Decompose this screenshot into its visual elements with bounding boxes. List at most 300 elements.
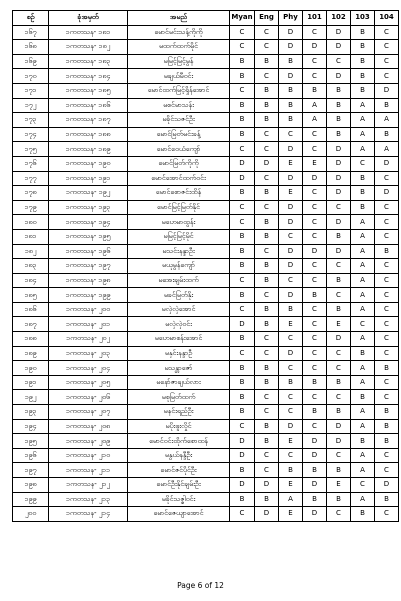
roll-number-cell: ၁ကတသန- ၁၉၂ — [49, 186, 128, 201]
phy-grade: C — [279, 390, 303, 405]
myan-grade: C — [230, 419, 255, 434]
grade-102: B — [327, 302, 351, 317]
grade-102: D — [327, 434, 351, 449]
grade-102: C — [327, 259, 351, 274]
name-cell: မလှဲလှဲအောင် — [128, 302, 230, 317]
grade-102: C — [327, 507, 351, 522]
results-table — [12, 10, 399, 522]
roll-number-cell: ၁ကတသန- ၂၁၄ — [49, 507, 128, 522]
grade-104: B — [375, 127, 399, 142]
grade-102: D — [327, 215, 351, 230]
roll-number-cell: ၁ကတသန- ၂၀၇ — [49, 405, 128, 420]
roll-number-cell: ၁ကတသန- ၁၉၆ — [49, 244, 128, 259]
grade-104: C — [375, 390, 399, 405]
name-cell: မယုမွန်ကျော် — [128, 259, 230, 274]
roll-number-cell: ၁ကတသန- ၁၈၃ — [49, 54, 128, 69]
grade-101: C — [303, 229, 327, 244]
grade-104: B — [375, 361, 399, 376]
grade-101: C — [303, 25, 327, 40]
name-cell: မောင်မြတ်မင်းခန့် — [128, 127, 230, 142]
table-row — [13, 200, 399, 215]
grade-101: B — [303, 492, 327, 507]
roll-number-cell: ၁ကတသန- ၂၀၂ — [49, 332, 128, 347]
grade-101: D — [303, 478, 327, 493]
grade-102: C — [327, 200, 351, 215]
myan-grade: C — [230, 83, 255, 98]
serial-cell: ၁၉၂ — [13, 390, 49, 405]
roll-number-cell: ၁ကတသန- ၁၈၈ — [49, 127, 128, 142]
name-cell: မောင်ဝေယံကျော် — [128, 142, 230, 157]
phy-grade: B — [279, 83, 303, 98]
phy-grade: D — [279, 142, 303, 157]
grade-102: D — [327, 156, 351, 171]
table-row — [13, 448, 399, 463]
grade-102: B — [327, 375, 351, 390]
serial-cell: ၁၈၂ — [13, 244, 49, 259]
myan-grade: B — [230, 69, 255, 84]
serial-cell: ၁၉၈ — [13, 478, 49, 493]
table-row — [13, 507, 399, 522]
roll-number-cell: ၁ကတသန- ၂၀၃ — [49, 346, 128, 361]
header-103: 103 — [351, 11, 375, 26]
grade-103: A — [351, 332, 375, 347]
name-cell: မောင်ဝင်းထိုက်စောထန် — [128, 434, 230, 449]
roll-number-cell: ၁ကတသန- ၂၁၁ — [49, 463, 128, 478]
table-row — [13, 229, 399, 244]
eng-grade: B — [255, 113, 279, 128]
roll-number-cell: ၁ကတသန- ၁၉၀ — [49, 156, 128, 171]
name-cell: မောင်မင်းသန့်ကိုကို — [128, 25, 230, 40]
grade-104: B — [375, 98, 399, 113]
grade-103: C — [351, 156, 375, 171]
table-row — [13, 405, 399, 420]
grade-103: A — [351, 113, 375, 128]
grade-102: D — [327, 332, 351, 347]
grade-104: C — [375, 507, 399, 522]
myan-grade: D — [230, 171, 255, 186]
grade-103: B — [351, 200, 375, 215]
grade-101: D — [303, 448, 327, 463]
phy-grade: D — [279, 171, 303, 186]
grade-104: C — [375, 40, 399, 55]
phy-grade: B — [279, 302, 303, 317]
name-cell: မစုမြတ်ထက် — [128, 390, 230, 405]
page-number: Page 6 of 12 — [177, 581, 224, 590]
name-cell: မမြင့်မြင့်မွန် — [128, 54, 230, 69]
myan-grade: B — [230, 390, 255, 405]
grade-102: D — [327, 142, 351, 157]
eng-grade: B — [255, 215, 279, 230]
table-row — [13, 142, 399, 157]
phy-grade: C — [279, 405, 303, 420]
phy-grade: E — [279, 156, 303, 171]
name-cell: မောင်ဇင်ပိုင်ဦး — [128, 463, 230, 478]
serial-cell: ၁၈၇ — [13, 317, 49, 332]
roll-number-cell: ၁ကတသန- ၁၉၃ — [49, 200, 128, 215]
eng-grade: D — [255, 478, 279, 493]
grade-102: B — [327, 229, 351, 244]
table-row — [13, 375, 399, 390]
eng-grade: B — [255, 375, 279, 390]
table-row — [13, 361, 399, 376]
header-name: အမည် — [128, 11, 230, 26]
phy-grade: D — [279, 259, 303, 274]
grade-104: C — [375, 259, 399, 274]
grade-104: C — [375, 463, 399, 478]
serial-cell: ၁၉၄ — [13, 419, 49, 434]
phy-grade: D — [279, 419, 303, 434]
grade-103: B — [351, 69, 375, 84]
grade-103: A — [351, 215, 375, 230]
grade-103: B — [351, 507, 375, 522]
grade-101: C — [303, 200, 327, 215]
name-cell: မောင်မြင့်မြတ်နိုင် — [128, 200, 230, 215]
name-cell: မခိုင်သဇင်ဦး — [128, 113, 230, 128]
roll-number-cell: ၁ကတသန- ၁၈၉ — [49, 142, 128, 157]
serial-cell: ၁၉၉ — [13, 492, 49, 507]
grade-102: C — [327, 346, 351, 361]
myan-grade: B — [230, 332, 255, 347]
table-row — [13, 156, 399, 171]
phy-grade: B — [279, 463, 303, 478]
myan-grade: D — [230, 156, 255, 171]
phy-grade: E — [279, 478, 303, 493]
phy-grade: E — [279, 434, 303, 449]
roll-number-cell: ၁ကတသန- ၂၁၂ — [49, 478, 128, 493]
phy-grade: B — [279, 54, 303, 69]
phy-grade: D — [279, 200, 303, 215]
grade-101: C — [303, 259, 327, 274]
grade-104: C — [375, 25, 399, 40]
grade-104: B — [375, 492, 399, 507]
grade-103: A — [351, 229, 375, 244]
serial-cell: ၁၈၆ — [13, 302, 49, 317]
phy-grade: B — [279, 98, 303, 113]
grade-101: C — [303, 127, 327, 142]
table-row — [13, 127, 399, 142]
grade-103: B — [351, 54, 375, 69]
grade-103: B — [351, 186, 375, 201]
grade-104: C — [375, 375, 399, 390]
table-row — [13, 478, 399, 493]
eng-grade: C — [255, 244, 279, 259]
myan-grade: C — [230, 200, 255, 215]
phy-grade: D — [279, 288, 303, 303]
eng-grade: C — [255, 448, 279, 463]
grade-103: A — [351, 405, 375, 420]
header-101: 101 — [303, 11, 327, 26]
serial-cell: ၁၉၅ — [13, 434, 49, 449]
table-row — [13, 288, 399, 303]
grade-101: C — [303, 69, 327, 84]
grade-104: D — [375, 478, 399, 493]
grade-104: B — [375, 419, 399, 434]
phy-grade: D — [279, 25, 303, 40]
roll-number-cell: ၁ကတသန- ၁၈၁ — [49, 25, 128, 40]
phy-grade: C — [279, 332, 303, 347]
serial-cell: ၁၇၁ — [13, 83, 49, 98]
grade-101: C — [303, 302, 327, 317]
table-row — [13, 302, 399, 317]
grade-103: A — [351, 302, 375, 317]
roll-number-cell: ၁ကတသန- ၁၈၄ — [49, 69, 128, 84]
grade-103: A — [351, 492, 375, 507]
grade-104: C — [375, 171, 399, 186]
name-cell: မောင်မြတ်ကိုကို — [128, 156, 230, 171]
grade-102: C — [327, 390, 351, 405]
name-cell: မခင်မြတ်နိုး — [128, 288, 230, 303]
table-row — [13, 25, 399, 40]
grade-101: C — [303, 361, 327, 376]
eng-grade: B — [255, 83, 279, 98]
myan-grade: B — [230, 229, 255, 244]
myan-grade: B — [230, 186, 255, 201]
grade-102: C — [327, 361, 351, 376]
table-row — [13, 317, 399, 332]
table-row — [13, 171, 399, 186]
myan-grade: C — [230, 25, 255, 40]
roll-number-cell: ၁ကတသန- ၁၈၂ — [49, 40, 128, 55]
grade-102: B — [327, 98, 351, 113]
serial-cell: ၁၆၇ — [13, 25, 49, 40]
eng-grade: C — [255, 69, 279, 84]
roll-number-cell: ၁ကတသန- ၂၀၄ — [49, 361, 128, 376]
eng-grade: B — [255, 229, 279, 244]
grade-101: B — [303, 288, 327, 303]
serial-cell: ၁၇၇ — [13, 171, 49, 186]
header-roll-number: ခုံအမှတ် — [49, 11, 128, 26]
serial-cell: ၁၇၂ — [13, 98, 49, 113]
phy-grade: B — [279, 375, 303, 390]
phy-grade: A — [279, 492, 303, 507]
grade-101: D — [303, 507, 327, 522]
eng-grade: B — [255, 302, 279, 317]
myan-grade: B — [230, 492, 255, 507]
grade-101: C — [303, 186, 327, 201]
serial-cell: ၁၈၁ — [13, 229, 49, 244]
roll-number-cell: ၁ကတသန- ၂၀၈ — [49, 419, 128, 434]
grade-103: A — [351, 288, 375, 303]
grade-101: A — [303, 113, 327, 128]
grade-103: B — [351, 83, 375, 98]
table-row — [13, 332, 399, 347]
serial-cell: ၁၉၇ — [13, 463, 49, 478]
grade-102: C — [327, 54, 351, 69]
grade-103: A — [351, 448, 375, 463]
name-cell: မမြင့်မြင့်မိုင် — [128, 229, 230, 244]
myan-grade: B — [230, 54, 255, 69]
phy-grade: B — [279, 113, 303, 128]
roll-number-cell: ၁ကတသန- ၁၉၉ — [49, 288, 128, 303]
name-cell: မောင်ဦးနိုင်ချမ်းဦး — [128, 478, 230, 493]
serial-cell: ၁၇၅ — [13, 142, 49, 157]
name-cell: မနော်ဇာချယ်လား — [128, 375, 230, 390]
grade-102: D — [327, 186, 351, 201]
grade-103: B — [351, 25, 375, 40]
grade-103: C — [351, 478, 375, 493]
myan-grade: C — [230, 40, 255, 55]
roll-number-cell: ၁ကတသန- ၂၀၁ — [49, 317, 128, 332]
table-row — [13, 346, 399, 361]
table-header-row — [13, 11, 399, 26]
phy-grade: C — [279, 361, 303, 376]
grade-101: B — [303, 405, 327, 420]
grade-104: C — [375, 288, 399, 303]
roll-number-cell: ၁ကတသန- ၂၁၀ — [49, 448, 128, 463]
grade-103: A — [351, 361, 375, 376]
phy-grade: C — [279, 127, 303, 142]
header-serial: စဉ် — [13, 11, 49, 26]
name-cell: မစင်မာသန်း — [128, 98, 230, 113]
myan-grade: B — [230, 259, 255, 274]
grade-103: A — [351, 98, 375, 113]
phy-grade: D — [279, 215, 303, 230]
myan-grade: D — [230, 448, 255, 463]
grade-102: D — [327, 419, 351, 434]
grade-104: C — [375, 215, 399, 230]
grade-101: C — [303, 332, 327, 347]
eng-grade: C — [255, 405, 279, 420]
table-row — [13, 69, 399, 84]
name-cell: မဟေမာစန်းအောင် — [128, 332, 230, 347]
table-row — [13, 113, 399, 128]
grade-104: C — [375, 273, 399, 288]
phy-grade: D — [279, 244, 303, 259]
myan-grade: C — [230, 142, 255, 157]
phy-grade: C — [279, 273, 303, 288]
table-row — [13, 98, 399, 113]
roll-number-cell: ၁ကတသန- ၁၈၇ — [49, 113, 128, 128]
serial-cell: ၁၈၉ — [13, 346, 49, 361]
grade-102: D — [327, 171, 351, 186]
table-row — [13, 434, 399, 449]
eng-grade: C — [255, 171, 279, 186]
grade-104: B — [375, 244, 399, 259]
grade-104: D — [375, 186, 399, 201]
eng-grade: C — [255, 200, 279, 215]
name-cell: မခိုင်သဇ္ဇါဝင်း — [128, 492, 230, 507]
grade-103: A — [351, 375, 375, 390]
grade-104: A — [375, 142, 399, 157]
grade-103: A — [351, 244, 375, 259]
phy-grade: D — [279, 69, 303, 84]
header-104: 104 — [375, 11, 399, 26]
grade-102: B — [327, 83, 351, 98]
name-cell: မသင်းနန္ဒာဦး — [128, 244, 230, 259]
name-cell: မပိုးဖူးလှိုင် — [128, 419, 230, 434]
roll-number-cell: ၁ကတသန- ၁၈၅ — [49, 83, 128, 98]
grade-103: A — [351, 419, 375, 434]
eng-grade: B — [255, 259, 279, 274]
name-cell: မချယ်မီဝင်း — [128, 69, 230, 84]
serial-cell: ၁၇၀ — [13, 69, 49, 84]
table-row — [13, 54, 399, 69]
table-body — [13, 25, 399, 521]
myan-grade: C — [230, 273, 255, 288]
serial-cell: ၁၈၄ — [13, 273, 49, 288]
grade-102: B — [327, 405, 351, 420]
roll-number-cell: ၁ကတသန- ၁၈၆ — [49, 98, 128, 113]
name-cell: မောင်စောဇင်းထိန် — [128, 186, 230, 201]
roll-number-cell: ၁ကတသန- ၁၉၈ — [49, 273, 128, 288]
grade-104: C — [375, 229, 399, 244]
phy-grade: C — [279, 448, 303, 463]
eng-grade: C — [255, 288, 279, 303]
serial-cell: ၁၇၉ — [13, 200, 49, 215]
serial-cell: ၁၇၄ — [13, 127, 49, 142]
myan-grade: D — [230, 478, 255, 493]
grade-104: C — [375, 54, 399, 69]
grade-102: D — [327, 244, 351, 259]
grade-102: E — [327, 317, 351, 332]
phy-grade: C — [279, 229, 303, 244]
eng-grade: B — [255, 317, 279, 332]
grade-104: C — [375, 302, 399, 317]
grade-104: A — [375, 113, 399, 128]
name-cell: မထက်ထက်မိုင် — [128, 40, 230, 55]
myan-grade: D — [230, 317, 255, 332]
myan-grade: C — [230, 507, 255, 522]
grade-103: A — [351, 463, 375, 478]
eng-grade: C — [255, 142, 279, 157]
grade-101: C — [303, 142, 327, 157]
grade-103: A — [351, 127, 375, 142]
table-row — [13, 390, 399, 405]
roll-number-cell: ၁ကတသန- ၂၀၆ — [49, 390, 128, 405]
serial-cell: ၁၇၈ — [13, 186, 49, 201]
grade-101: D — [303, 171, 327, 186]
table-row — [13, 83, 399, 98]
eng-grade: D — [255, 156, 279, 171]
grade-102: B — [327, 463, 351, 478]
serial-cell: ၁၉၁ — [13, 375, 49, 390]
myan-grade: B — [230, 244, 255, 259]
grade-101: C — [303, 317, 327, 332]
grade-104: B — [375, 405, 399, 420]
table-row — [13, 40, 399, 55]
name-cell: မအေးချမ်းထက် — [128, 273, 230, 288]
grade-102: B — [327, 113, 351, 128]
name-cell: မောင်ဇေယျာအောင် — [128, 507, 230, 522]
grade-101: D — [303, 434, 327, 449]
roll-number-cell: ၁ကတသန- ၂၀၅ — [49, 375, 128, 390]
grade-103: B — [351, 390, 375, 405]
myan-grade: B — [230, 98, 255, 113]
grade-101: B — [303, 463, 327, 478]
name-cell: မနှင်းနန္ဒာဦ — [128, 346, 230, 361]
eng-grade: D — [255, 507, 279, 522]
grade-102: C — [327, 288, 351, 303]
phy-grade: D — [279, 40, 303, 55]
eng-grade: C — [255, 25, 279, 40]
grade-102: D — [327, 40, 351, 55]
phy-grade: E — [279, 317, 303, 332]
serial-cell: ၁၇၆ — [13, 156, 49, 171]
header-phy: Phy — [279, 11, 303, 26]
grade-104: C — [375, 69, 399, 84]
myan-grade: B — [230, 113, 255, 128]
phy-grade: E — [279, 507, 303, 522]
name-cell: မောင်ထက်မြင့်ရှိန်အောင် — [128, 83, 230, 98]
grade-104: B — [375, 434, 399, 449]
grade-104: D — [375, 156, 399, 171]
table-row — [13, 259, 399, 274]
roll-number-cell: ၁ကတသန- ၁၉၄ — [49, 215, 128, 230]
myan-grade: C — [230, 346, 255, 361]
grade-103: B — [351, 434, 375, 449]
name-cell: မနွယ်နန္ဒီဦး — [128, 448, 230, 463]
eng-grade: C — [255, 390, 279, 405]
